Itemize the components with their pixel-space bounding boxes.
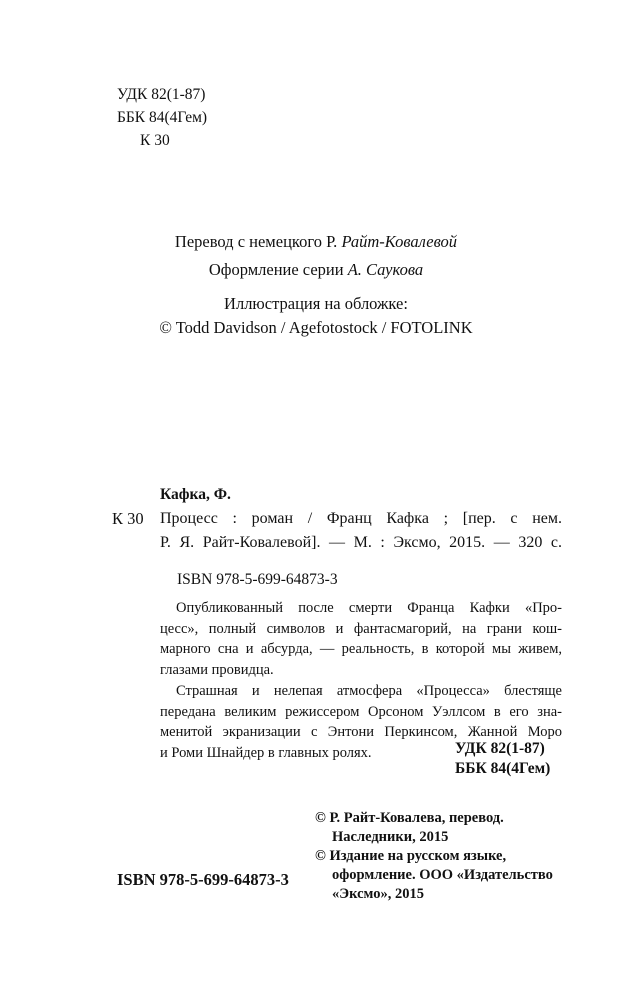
catalog-entry: [160, 507, 562, 555]
design-credit: [0, 258, 632, 282]
copyright-translation: © Р. Райт-Ковалева, перевод.: [315, 810, 504, 826]
translation-credit: [0, 230, 632, 254]
catalog-entry-line: Процесс : роман / Франц Кафка ; [пер. с нем.: [160, 510, 562, 527]
udk-code-catalog: УДК 82(1-87): [455, 740, 545, 757]
bbk-code-top: ББК 84(4Гем): [117, 109, 208, 126]
annotation-line: и Роми Шнайдер в главных ролях.: [160, 744, 372, 761]
udk-code-top: УДК 82(1-87): [117, 86, 206, 103]
annotation-line: глазами провидца.: [160, 661, 274, 678]
author-mark-top: К 30: [140, 132, 170, 149]
annotation-line: менитой экранизации с Энтони Перкинсом, Жанной Моро: [160, 724, 562, 741]
copyright-year: «Эксмо», 2015: [332, 886, 424, 902]
copyright-publisher: оформление. ООО «Издательство: [332, 867, 553, 883]
annotation-line: Опубликованный после смерти Франца Кафки «Про-: [176, 600, 562, 616]
annotation-paragraph-1: [160, 598, 562, 680]
designer-name: А. Саукова: [347, 260, 424, 279]
catalog-author-mark: К 30: [112, 509, 144, 528]
copyright-edition: © Издание на русском языке,: [315, 848, 507, 864]
catalog-entry-line: Р. Я. Райт-Ковалевой]. — М. : Эксмо, 2015. — 320 с.: [160, 534, 562, 551]
catalog-isbn: ISBN 978-5-699-64873-3: [177, 571, 338, 588]
design-prefix: Оформление серии: [208, 260, 344, 279]
annotation-line: Страшная и нелепая атмосфера «Процесса» блестяще: [176, 683, 562, 699]
bbk-code-catalog: ББК 84(4Гем): [455, 760, 551, 777]
illustration-credit: © Todd Davidson / Agefotostock / FOTOLINK: [159, 318, 473, 337]
annotation-line: марного сна и абсурда, — реальность, в которой мы живем,: [160, 641, 562, 658]
footer-isbn: ISBN 978-5-699-64873-3: [117, 870, 289, 889]
translator-name: Райт-Ковалевой: [341, 232, 458, 251]
copyright-heirs: Наследники, 2015: [332, 829, 449, 845]
annotation-line: передана великим режиссером Орсоном Уэллсом в его зна-: [160, 703, 562, 720]
catalog-author-heading: Кафка, Ф.: [160, 486, 231, 503]
illustration-label: Иллюстрация на обложке:: [224, 294, 408, 313]
translation-prefix: Перевод с немецкого Р.: [174, 232, 338, 251]
annotation-line: цесс», полный символов и фантасмагорий, на грани кош-: [160, 620, 562, 637]
